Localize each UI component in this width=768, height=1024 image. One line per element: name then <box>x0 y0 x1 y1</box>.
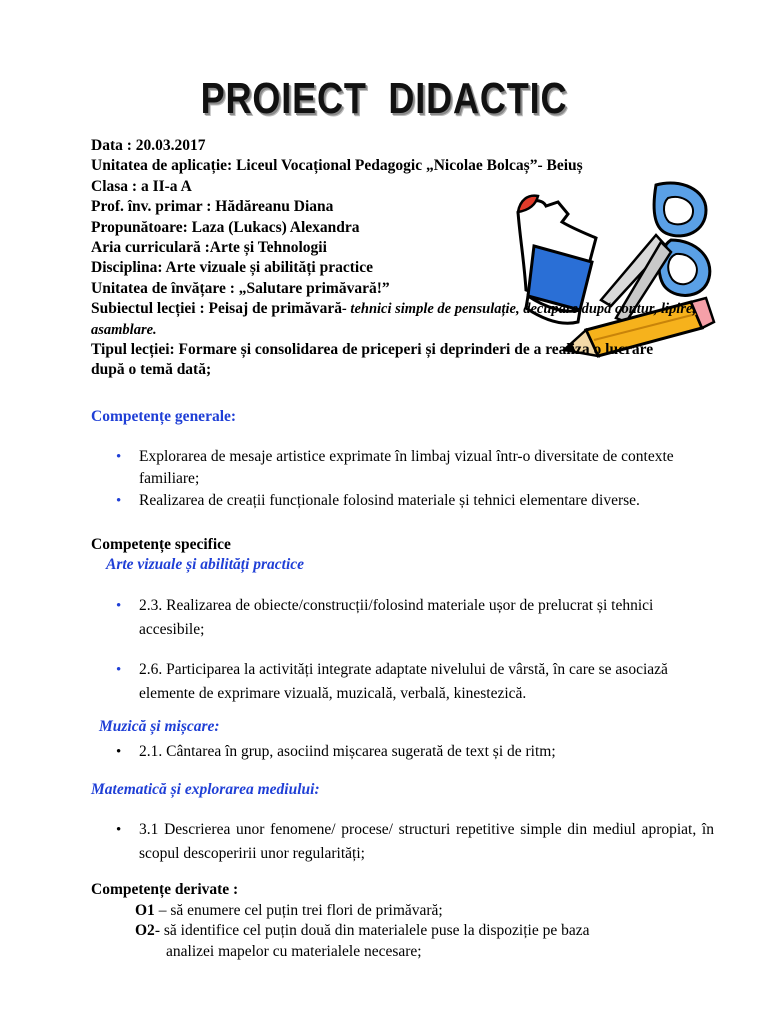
music-heading: Muzică și mișcare: <box>99 718 220 735</box>
list-item <box>116 658 716 706</box>
list-item <box>116 741 716 763</box>
application-unit-line: Unitatea de aplicație: Liceul Vocațional Pedagogic „Nicolae Bolcaș”- Beiuș <box>91 157 583 175</box>
objective-o1-text: – să enumere cel puțin trei flori de primăvară; <box>154 901 443 919</box>
music-competences-list <box>116 741 716 763</box>
bullet-icon: • <box>116 822 122 838</box>
proposer-line: Propunătoare: Laza (Lukacs) Alexandra <box>91 218 360 236</box>
lesson-subject-detail: - tehnici simple de pensulație, decupare după contur, lipire, asamblare. <box>91 301 697 338</box>
lesson-subject-line <box>91 299 706 340</box>
lesson-type-line: Tipul lecției: Formare și consolidarea de priceperi și deprinderi de a realiza o lucrare după o temă dată; <box>91 341 654 379</box>
list-item <box>116 446 716 490</box>
class-line: Clasa : a II-a A <box>91 177 192 195</box>
list-item-text: 3.1 Descrierea unor fenomene/ procese/ structuri repetitive simple din mediul apropiat, în scopul descoperirii unor regularități; <box>139 821 714 862</box>
list-item <box>116 818 714 866</box>
teacher-line: Prof. înv. primar : Hădăreanu Diana <box>91 198 334 216</box>
bullet-icon: • <box>116 662 122 678</box>
learning-unit-line: Unitatea de învățare : „Salutare primăvară!” <box>91 279 390 297</box>
date-line: Data : 20.03.2017 <box>91 137 206 154</box>
lesson-subject-label: Subiectul lecției : Peisaj de primăvară <box>91 300 342 318</box>
objective-o1 <box>91 901 691 922</box>
bullet-icon: • <box>116 744 122 760</box>
page-title: PROIECT DIDACTIC <box>200 74 568 123</box>
objective-o1-label: O1 <box>135 901 155 919</box>
bullet-icon: • <box>116 598 122 614</box>
list-item-text: 2.1. Cântarea în grup, asociind mișcarea sugerată de text și de ritm; <box>139 743 556 760</box>
list-item-text: 2.3. Realizarea de obiecte/construcții/folosind materiale ușor de prelucrat și tehnici accesibile; <box>139 597 654 638</box>
objective-o2-continuation: analizei mapelor cu materialele necesare; <box>166 942 422 960</box>
arts-competences-list <box>116 594 716 706</box>
math-heading: Matematică și explorarea mediului: <box>91 781 320 798</box>
list-item-text: 2.6. Participarea la activități integrate adaptate nivelului de vârstă, în care se asociază elemente de exprimare vizuală, muzicală, verbală, kinestezică. <box>139 661 668 702</box>
list-item-text: Explorarea de mesaje artistice exprimate în limbaj vizual într-o diversitate de contexte familiare; <box>139 448 674 487</box>
list-item-text: Realizarea de creații funcționale folosind materiale și tehnici elementare diverse. <box>139 492 640 509</box>
arts-subheading: Arte vizuale și abilități practice <box>106 556 305 573</box>
objective-o2-label: O2 <box>135 922 155 939</box>
specific-competences-heading: Competențe specifice <box>91 536 231 553</box>
curricular-area-line: Aria curriculară :Arte și Tehnologii <box>91 239 327 257</box>
derived-competences-heading: Competențe derivate : <box>91 881 239 898</box>
discipline-line: Disciplina: Arte vizuale și abilități practice <box>91 259 373 277</box>
bullet-icon: • <box>116 449 122 465</box>
objective-o2 <box>91 921 691 942</box>
derived-competences-block <box>91 880 691 962</box>
general-competences-list <box>116 446 716 512</box>
objective-o2-text: - să identifice cel puțin două din materialele puse la dispoziție pe baza <box>154 922 590 939</box>
list-item <box>116 594 716 642</box>
list-item <box>116 490 716 512</box>
general-competences-heading: Competențe generale: <box>91 408 237 425</box>
bullet-icon: • <box>116 493 122 509</box>
lesson-info-block <box>91 136 731 381</box>
math-competences-list <box>116 818 714 866</box>
